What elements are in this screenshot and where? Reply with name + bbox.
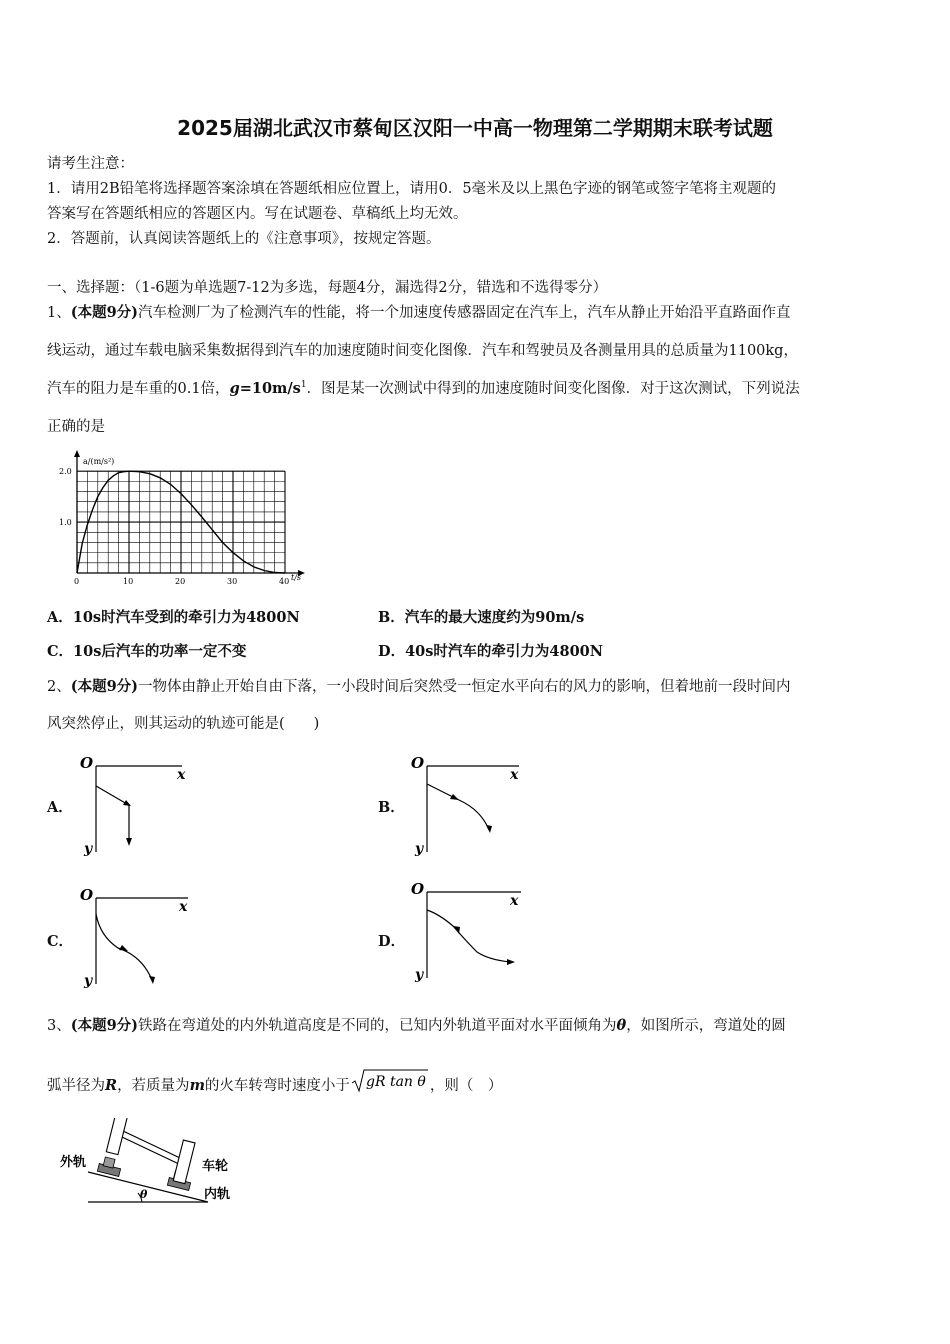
q2-trajectory-a (72, 752, 202, 860)
outer-rail-label: 外轨 (60, 1155, 87, 1170)
y-axis-label: y (84, 841, 93, 857)
q2-text-1: 一物体由静止开始自由下落，一小段时间后突然受一恒定水平向右的风力的影响，但着地前一段时间内 (138, 679, 791, 695)
q2-number: 2、 (47, 679, 71, 695)
q2-option-a[interactable]: A． (47, 799, 73, 816)
q3-radius-symbol: R (105, 1077, 118, 1094)
q1-option-b[interactable]: B．汽车的最大速度约为90m/s (378, 609, 585, 626)
q1-score: (本题9分) (70, 304, 139, 321)
y-tick-label: 2.0 (59, 467, 72, 477)
q3-mass-symbol: m (189, 1077, 205, 1094)
q2-trajectory-b (403, 752, 533, 860)
chart-grid (77, 471, 285, 573)
chart-ticks (59, 467, 289, 586)
x-tick-label: 40 (279, 577, 290, 586)
q3-text-2b: ，若质量为 (117, 1078, 190, 1094)
q1-line-2: 线运动，通过车载电脑采集数据得到汽车的加速度随时间变化图像．汽车和驾驶员及各测量用具的总质量为1100kg， (47, 343, 798, 359)
q3-theta: θ (616, 1017, 627, 1034)
x-axis-label: x (510, 767, 519, 783)
q2-trajectory-d (403, 878, 543, 986)
wheel-label: 车轮 (202, 1159, 229, 1174)
x-axis-label: x (177, 767, 186, 783)
x-tick-label: 10 (123, 577, 134, 586)
q1-line-4: 正确的是 (47, 419, 105, 435)
origin-label: O (80, 886, 94, 904)
q1-option-d[interactable]: D．40s时汽车的牵引力为4800N (378, 643, 604, 660)
q1-g-symbol: g (229, 380, 240, 397)
q1-text-3a: 汽车的阻力是车重的0.1倍， (47, 381, 230, 397)
q1-line-1 (47, 301, 791, 322)
y-tick-label: 1.0 (59, 518, 72, 528)
origin-label: O (411, 754, 425, 772)
q1-g-exponent: 1 (300, 380, 307, 391)
x-axis-label: x (179, 899, 188, 915)
q2-line-2: 风突然停止，则其运动的轨迹可能是( ) (47, 716, 320, 732)
chart-axes (74, 450, 305, 576)
notice-heading: 请考生注意： (47, 156, 134, 172)
inner-rail-label: 内轨 (204, 1187, 231, 1202)
q3-text-1b: ，如图所示，弯道处的圆 (626, 1018, 786, 1034)
sqrt-expression-text: gR tan θ (365, 1074, 426, 1090)
y-axis-label: y (84, 973, 93, 989)
q3-text-1a: 铁路在弯道处的内外轨道高度是不同的，已知内外轨道平面对水平面倾角为 (138, 1018, 617, 1034)
q3-score: (本题9分) (70, 1017, 139, 1034)
q3-text-2a: 弧半径为 (47, 1078, 105, 1094)
x-tick-label: 30 (227, 577, 238, 586)
q2-trajectory-c (72, 884, 202, 992)
q3-text-2d: ，则（ ） (429, 1078, 503, 1094)
q1-option-c[interactable]: C．10s后汽车的功率一定不变 (47, 643, 247, 660)
railway-figure (58, 1118, 248, 1210)
outer-rail (97, 1157, 120, 1177)
q2-score: (本题9分) (70, 678, 139, 695)
y-axis-label: y (415, 841, 424, 857)
acceleration-time-chart (50, 450, 320, 590)
sqrt-expression (350, 1067, 430, 1093)
q3-text-2c: 的火车转弯时速度小于 (204, 1078, 350, 1094)
q2-option-c[interactable]: C． (47, 933, 74, 950)
q1-text-1: 汽车检测厂为了检测汽车的性能，将一个加速度传感器固定在汽车上，汽车从静止开始沿平直路面作直 (138, 305, 791, 321)
chart-xlabel: t/s (291, 573, 302, 582)
chart-ylabel: a/(m/s²) (83, 457, 115, 466)
page-title: 2025届湖北武汉市蔡甸区汉阳一中高一物理第二学期期末联考试题 (177, 116, 773, 140)
y-axis-label: y (415, 967, 424, 983)
q1-option-a[interactable]: A．10s时汽车受到的牵引力为4800N (47, 609, 300, 626)
section-heading: 一、选择题：（1-6题为单选题7-12为多选，每题4分，漏选得2分，错选和不选得零分） (47, 280, 608, 296)
q1-line-3 (47, 377, 800, 398)
y-axis-arrow (74, 450, 80, 457)
q1-g-value: =10m/s (239, 380, 301, 397)
notice-item-1-cont: 答案写在答题纸相应的答题区内。写在试题卷、草稿纸上均无效。 (47, 206, 468, 222)
q2-line-1 (47, 675, 791, 696)
q3-number: 3、 (47, 1018, 71, 1034)
x-axis-label: x (510, 893, 519, 909)
origin-label: O (411, 880, 425, 898)
q2-option-d[interactable]: D． (378, 933, 406, 950)
notice-item-2: 2．答题前，认真阅读答题纸上的《注意事项》，按规定答题。 (47, 231, 441, 247)
notice-item-1: 1．请用2B铅笔将选择题答案涂填在答题纸相应位置上，请用0．5毫米及以上黑色字迹的钢笔或签字笔将主观题的 (47, 181, 777, 197)
q2-option-b[interactable]: B． (378, 799, 405, 816)
q3-line-1 (47, 1014, 786, 1035)
x-tick-label: 0 (74, 577, 80, 586)
x-tick-label: 20 (175, 577, 186, 586)
q3-line-2 (47, 1073, 502, 1099)
q1-number: 1、 (47, 305, 71, 321)
q1-text-3c: ．图是某一次测试中得到的加速度随时间变化图像．对于这次测试，下列说法 (306, 381, 800, 397)
origin-label: O (80, 754, 94, 772)
angle-label: θ (140, 1188, 148, 1201)
